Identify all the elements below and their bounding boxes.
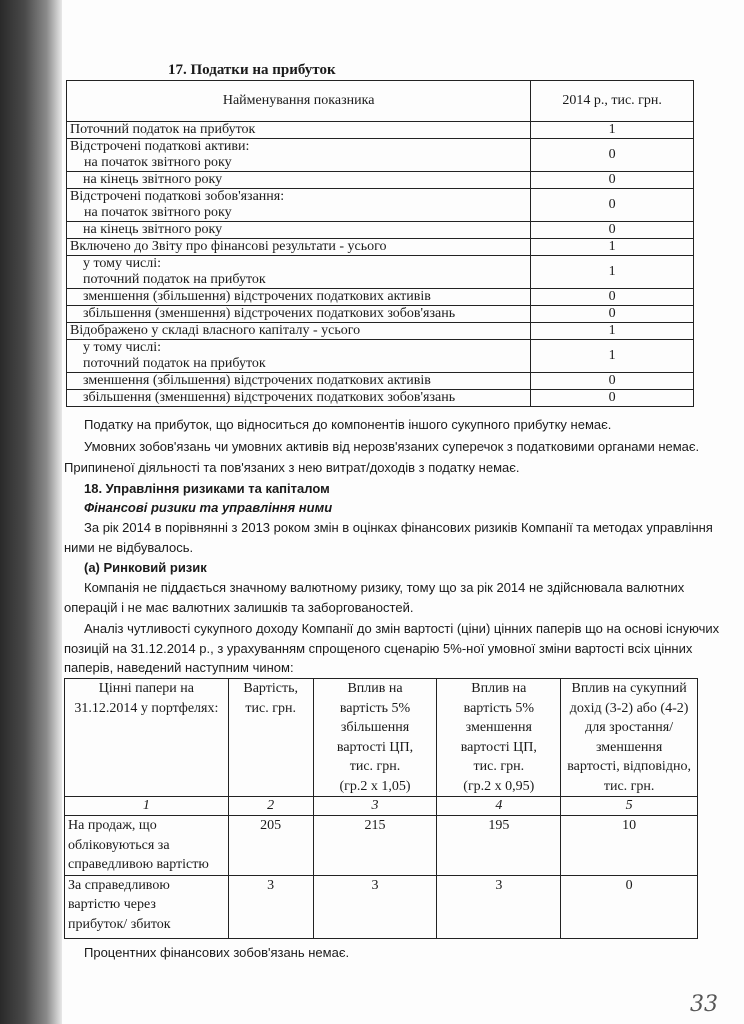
row-label: Поточний податок на прибуток xyxy=(67,122,531,139)
row-value: 0 xyxy=(531,289,694,306)
header-securities: Цінні папери на 31.12.2014 у портфелях: xyxy=(65,679,229,797)
row-label xyxy=(67,340,531,373)
table-row xyxy=(67,373,694,390)
row-label xyxy=(67,256,531,289)
table-row xyxy=(67,289,694,306)
column-number: 1 xyxy=(65,797,229,816)
note-2: Умовних зобов'язань чи умовних активів від нерозв'язаних суперечок з податковими органами немає. xyxy=(84,439,700,454)
row-label: зменшення (збільшення) відстрочених податкових активів xyxy=(67,373,531,390)
row-label-main: Відстрочені податкові зобов'язання: xyxy=(70,189,285,204)
table-row xyxy=(67,189,694,222)
row-value: 1 xyxy=(531,256,694,289)
row-label: Відображено у складі власного капіталу - усього xyxy=(67,323,531,340)
note-1: Податку на прибуток, що відноситься до компонентів іншого сукупного прибутку немає. xyxy=(84,417,612,432)
column-number-row xyxy=(65,797,698,816)
row-label-sub: на початок звітного року xyxy=(84,205,232,220)
column-number: 5 xyxy=(561,797,698,816)
row-value: 0 xyxy=(531,390,694,407)
row-label: збільшення (зменшення) відстрочених податкових зобов'язань xyxy=(67,390,531,407)
row-label: Включено до Звіту про фінансові результати - усього xyxy=(67,239,531,256)
page-number: 33 xyxy=(690,992,718,1017)
row-name: За справедливою вартістю через прибуток/ збиток xyxy=(65,875,229,938)
row-value: 10 xyxy=(561,816,698,876)
table-row xyxy=(67,222,694,239)
column-number: 4 xyxy=(437,797,561,816)
footer-note: Процентних фінансових зобов'язань немає. xyxy=(84,945,350,960)
row-label-sub: на початок звітного року xyxy=(84,155,232,170)
header-increase: Вплив на вартість 5% збільшення вартості ЦП, тис. грн. (гр.2 х 1,05) xyxy=(313,679,437,797)
table-row xyxy=(67,323,694,340)
row-value: 0 xyxy=(531,139,694,172)
column-number: 3 xyxy=(313,797,437,816)
row-label-main: у тому числі: xyxy=(83,340,162,355)
header-decrease: Вплив на вартість 5% зменшення вартості ЦП, тис. грн. (гр.2 х 0,95) xyxy=(437,679,561,797)
paragraph-3-line-2: позицій на 31.12.2014 р., з урахуванням спрощеного сценарію 5%-ної умовної зміни вартості всіх цінних xyxy=(64,641,693,656)
table-row xyxy=(67,122,694,139)
income-tax-table xyxy=(66,80,694,407)
row-label: на кінець звітного року xyxy=(67,172,531,189)
sensitivity-table xyxy=(64,678,698,939)
row-value: 0 xyxy=(531,373,694,390)
section-18-title: 18. Управління ризиками та капіталом xyxy=(84,481,330,496)
table-row xyxy=(67,139,694,172)
row-value: 1 xyxy=(531,239,694,256)
row-label: збільшення (зменшення) відстрочених податкових зобов'язань xyxy=(67,306,531,323)
row-value: 1 xyxy=(531,323,694,340)
row-label xyxy=(67,189,531,222)
table-row xyxy=(67,306,694,323)
table-row xyxy=(67,390,694,407)
table-row xyxy=(67,256,694,289)
row-label-sub: поточний податок на прибуток xyxy=(83,356,266,371)
paragraph-2-line-2: операцій і не має валютних залишків та заборгованостей. xyxy=(64,600,414,615)
row-value: 215 xyxy=(313,816,437,876)
market-risk-title: (а) Ринковий ризик xyxy=(84,560,207,575)
row-name: На продаж, що обліковуються за справедливою вартістю xyxy=(65,816,229,876)
scan-edge-shadow xyxy=(0,0,62,1024)
row-value: 0 xyxy=(531,172,694,189)
header-value: Вартість, тис. грн. xyxy=(228,679,313,797)
row-value: 0 xyxy=(561,875,698,938)
table-row xyxy=(65,816,698,876)
table-row xyxy=(67,340,694,373)
section-17-title: 17. Податки на прибуток xyxy=(168,62,336,78)
row-value: 1 xyxy=(531,122,694,139)
header-name: Найменування показника xyxy=(67,81,531,122)
header-impact: Вплив на сукупний дохід (3-2) або (4-2) для зростання/ зменшення вартості, відповідно, тис. грн. xyxy=(561,679,698,797)
note-3: Припиненої діяльності та пов'язаних з нею витрат/доходів з податку немає. xyxy=(64,460,520,475)
row-value: 0 xyxy=(531,189,694,222)
paragraph-2-line-1: Компанія не піддається значному валютному ризику, тому що за рік 2014 не здійснювала валютних xyxy=(84,580,685,595)
row-value: 3 xyxy=(437,875,561,938)
section-18-subtitle: Фінансові ризики та управління ними xyxy=(84,500,333,515)
table-row xyxy=(65,875,698,938)
row-label-main: Відстрочені податкові активи: xyxy=(70,139,250,154)
table-row xyxy=(67,172,694,189)
header-value: 2014 р., тис. грн. xyxy=(531,81,694,122)
row-value: 3 xyxy=(313,875,437,938)
row-value: 0 xyxy=(531,306,694,323)
table-header-row xyxy=(67,81,694,122)
column-number: 2 xyxy=(228,797,313,816)
row-label: зменшення (збільшення) відстрочених податкових активів xyxy=(67,289,531,306)
row-label xyxy=(67,139,531,172)
row-label-sub: поточний податок на прибуток xyxy=(83,272,266,287)
row-value: 195 xyxy=(437,816,561,876)
table-row xyxy=(67,239,694,256)
row-value: 1 xyxy=(531,340,694,373)
table-header-row xyxy=(65,679,698,797)
row-value: 3 xyxy=(228,875,313,938)
paragraph-1-line-1: За рік 2014 в порівнянні з 2013 роком змін в оцінках фінансових ризиків Компанії та методах управління xyxy=(84,520,713,535)
paragraph-3-line-3: паперів, наведений наступним чином: xyxy=(64,660,294,675)
row-label: на кінець звітного року xyxy=(67,222,531,239)
paragraph-1-line-2: ними не відбувалось. xyxy=(64,540,194,555)
row-value: 205 xyxy=(228,816,313,876)
paragraph-3-line-1: Аналіз чутливості сукупного доходу Компанії до змін вартості (ціни) цінних паперів що на основі існуючих xyxy=(84,621,720,636)
row-label-main: у тому числі: xyxy=(83,256,162,271)
row-value: 0 xyxy=(531,222,694,239)
